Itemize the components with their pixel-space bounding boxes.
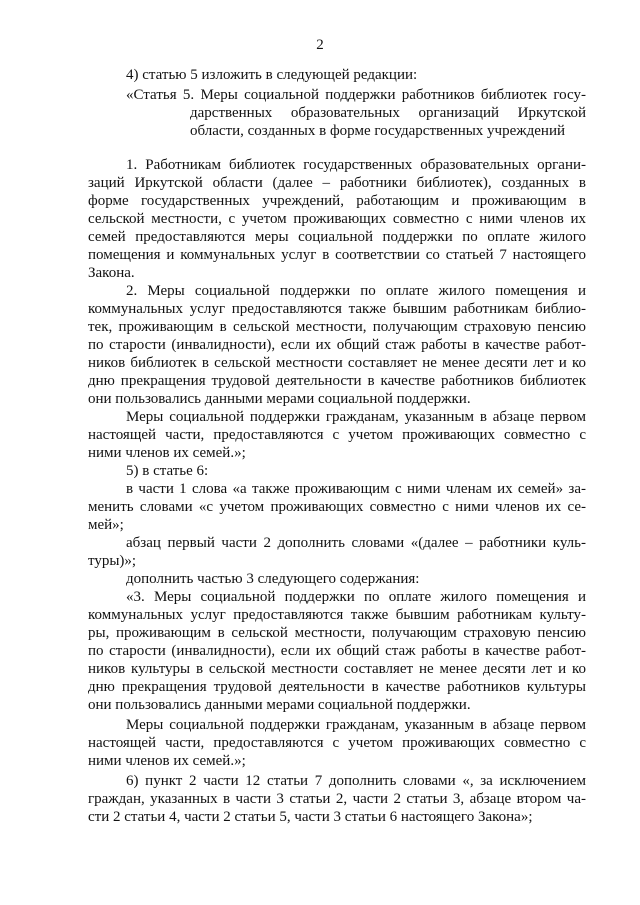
- text-line: ними членов их семей.»;: [88, 445, 246, 461]
- text-line: ры, проживающим в сельской местности, получающим страховую пенсию: [88, 625, 586, 641]
- text-line: сельской местности, с учетом проживающих совместно с ними членов их: [88, 211, 586, 227]
- text-line: настоящей части, предоставляются с учетом проживающих совместно с: [88, 427, 586, 443]
- text-line: семей предоставляются меры социальной поддержки по оплате жилого: [88, 229, 586, 245]
- text-line: они пользовались данными мерами социальной поддержки.: [88, 391, 471, 407]
- text-line: 2. Меры социальной поддержки по оплате жилого помещения и: [126, 283, 586, 299]
- text-line: 6) пункт 2 части 12 статьи 7 дополнить словами «, за исключением: [126, 773, 586, 789]
- text-line: по старости (инвалидности), если их общий стаж работы в качестве работ-: [88, 643, 586, 659]
- text-line: дню прекращения трудовой деятельности в качестве работников культуры: [88, 679, 586, 695]
- text-line: заций Иркутской области (далее – работники библиотек), созданных в: [88, 175, 586, 191]
- text-line: дополнить частью 3 следующего содержания:: [126, 571, 420, 587]
- article-heading-line: области, созданных в форме государственных учреждений: [190, 123, 565, 139]
- text-line: в части 1 слова «а также проживающим с ними членам их семей» за-: [126, 481, 586, 497]
- text-line: туры)»;: [88, 553, 137, 569]
- text-line: коммунальных услуг предоставляются также бывшим работникам библио-: [88, 301, 586, 317]
- text-line: «3. Меры социальной поддержки по оплате жилого помещения и: [126, 589, 586, 605]
- text-line: по старости (инвалидности), если их общий стаж работы в качестве работ-: [88, 337, 586, 353]
- article-heading-line: «Статья 5. Меры социальной поддержки работников библиотек госу-: [126, 87, 586, 103]
- text-line: мей»;: [88, 517, 124, 533]
- text-line: Меры социальной поддержки гражданам, указанным в абзаце первом: [126, 409, 586, 425]
- text-line: тек, проживающим в сельской местности, получающим страховую пенсию: [88, 319, 586, 335]
- text-line: Меры социальной поддержки гражданам, указанным в абзаце первом: [126, 717, 586, 733]
- article-heading-line: дарственных образовательных организаций Иркутской: [190, 105, 586, 121]
- text-line: коммунальных услуг предоставляются также бывшим работникам культу-: [88, 607, 586, 623]
- text-line: ними членов их семей.»;: [88, 753, 246, 769]
- text-line: абзац первый части 2 дополнить словами «(далее – работники куль-: [126, 535, 586, 551]
- text-line: 1. Работникам библиотек государственных образовательных органи-: [126, 157, 586, 173]
- text-line: Закона.: [88, 265, 135, 281]
- text-line: ников библиотек в сельской местности составляет не менее десяти лет и ко: [88, 355, 586, 371]
- text-line: 5) в статье 6:: [126, 463, 209, 479]
- text-line: сти 2 статьи 4, части 2 статьи 5, части 3 статьи 6 настоящего Закона»;: [88, 809, 533, 825]
- text-line: помещения и коммунальных услуг в соответствии со статьей 7 настоящего: [88, 247, 586, 263]
- text-line: форме государственных учреждений, работающим и проживающим в: [88, 193, 586, 209]
- text-line: дню прекращения трудовой деятельности в качестве работников библиотек: [88, 373, 586, 389]
- text-line: они пользовались данными мерами социальной поддержки.: [88, 697, 471, 713]
- text-line: ников культуры в сельской местности составляет не менее десяти лет и ко: [88, 661, 586, 677]
- text-line: настоящей части, предоставляются с учетом проживающих совместно с: [88, 735, 586, 751]
- text-line: менить словами «с учетом проживающих совместно с ними членов их се-: [88, 499, 586, 515]
- text-line: 4) статью 5 изложить в следующей редакции:: [126, 67, 418, 83]
- text-line: граждан, указанных в части 3 статьи 2, части 2 статьи 3, абзаце втором ча-: [88, 791, 586, 807]
- page-number: 2: [316, 37, 324, 53]
